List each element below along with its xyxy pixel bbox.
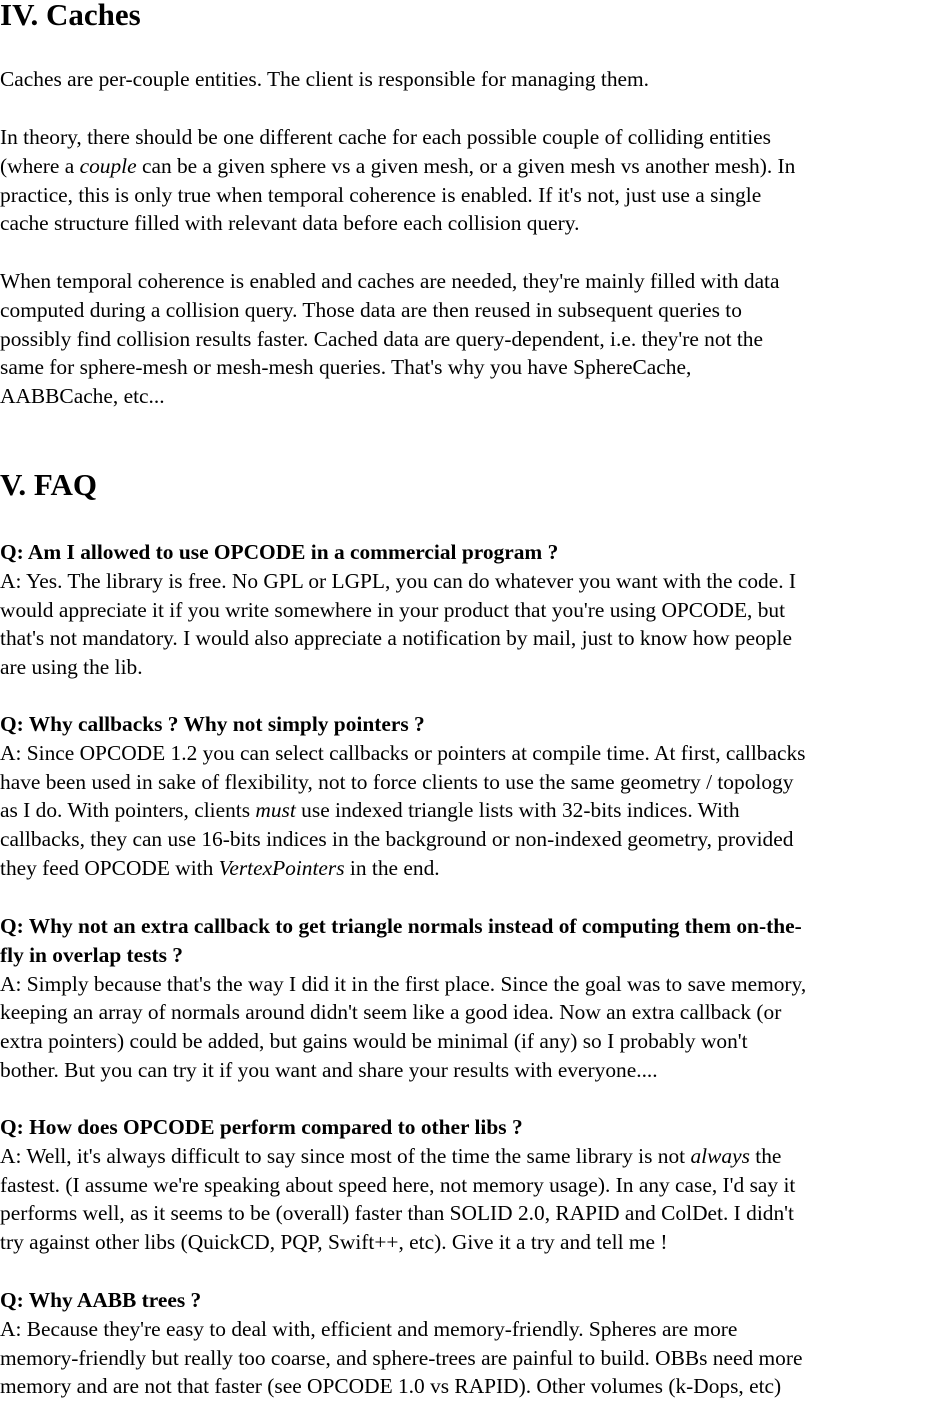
text-line: possibly find collision results faster. Cached data are query-dependent, i.e. they're not the	[0, 326, 763, 351]
text-span: the	[749, 1143, 782, 1168]
text-line: A: Simply because that's the way I did it in the first place. Since the goal was to save memory,	[0, 971, 807, 996]
emphasis-always: always	[690, 1143, 750, 1168]
emphasis-must: must	[255, 798, 296, 823]
text-line: extra pointers) could be added, but gains would be minimal (if any) so I probably won't	[0, 1029, 748, 1054]
text-span: they feed OPCODE with	[0, 855, 219, 880]
text-span: in the end.	[344, 855, 440, 880]
text-line: try against other libs (QuickCD, PQP, Swift++, etc). Give it a try and tell me !	[0, 1230, 668, 1255]
text-line: bother. But you can try it if you want and share your results with everyone....	[0, 1057, 658, 1082]
text-line: have been used in sake of flexibility, not to force clients to use the same geometry / topology	[0, 769, 794, 794]
text-line: memory and are not that faster (see OPCODE 1.0 vs RAPID). Other volumes (k-Dops, etc)	[0, 1374, 782, 1399]
faq-question: Q: Why AABB trees ?	[0, 1288, 202, 1312]
section-heading-faq: V. FAQ	[0, 467, 98, 502]
emphasis-couple: couple	[79, 153, 137, 178]
faq-question: Q: How does OPCODE perform compared to other libs ?	[0, 1115, 523, 1139]
caches-paragraph-3	[0, 267, 940, 411]
faq-item-performance	[0, 1113, 940, 1257]
text-line: When temporal coherence is enabled and caches are needed, they're mainly filled with data	[0, 269, 780, 293]
caches-paragraph-2	[0, 123, 940, 238]
faq-question: Q: Am I allowed to use OPCODE in a commercial program ?	[0, 540, 559, 564]
emphasis-vertexpointers: VertexPointers	[218, 855, 345, 880]
section-heading-caches: IV. Caches	[0, 0, 141, 32]
text-line: Caches are per-couple entities. The client is responsible for managing them.	[0, 67, 649, 91]
text-line: that's not mandatory. I would also appreciate a notification by mail, just to know how people	[0, 626, 792, 651]
text-span: A: Well, it's always difficult to say since most of the time the same library is not	[0, 1143, 691, 1168]
text-line: performs well, as it seems to be (overall) faster than SOLID 2.0, RAPID and ColDet. I didn't	[0, 1201, 794, 1226]
text-line: memory-friendly but really too coarse, and sphere-trees are painful to build. OBBs need more	[0, 1345, 803, 1370]
text-span: can be a given sphere vs a given mesh, or a given mesh vs another mesh). In	[136, 153, 796, 178]
text-span: as I do. With pointers, clients	[0, 798, 256, 823]
faq-question: fly in overlap tests ?	[0, 942, 183, 967]
text-line: A: Because they're easy to deal with, efficient and memory-friendly. Spheres are more	[0, 1316, 738, 1341]
text-line: fastest. (I assume we're speaking about speed here, not memory usage). In any case, I'd say it	[0, 1172, 796, 1197]
text-line: practice, this is only true when temporal coherence is enabled. If it's not, just use a single	[0, 182, 762, 207]
text-line: keeping an array of normals around didn't seem like a good idea. Now an extra callback (or	[0, 1000, 782, 1025]
faq-item-normals	[0, 912, 940, 1085]
faq-question: Q: Why callbacks ? Why not simply pointers ?	[0, 712, 425, 736]
faq-item-aabb-trees	[0, 1286, 940, 1401]
text-line	[0, 796, 940, 825]
faq-item-commercial	[0, 538, 940, 682]
faq-question: Q: Why not an extra callback to get triangle normals instead of computing them on-the-	[0, 914, 802, 938]
text-line: A: Yes. The library is free. No GPL or LGPL, you can do whatever you want with the code. I	[0, 568, 797, 593]
text-line: computed during a collision query. Those data are then reused in subsequent queries to	[0, 297, 742, 322]
text-line: In theory, there should be one different cache for each possible couple of colliding entities	[0, 125, 771, 149]
text-line: are using the lib.	[0, 655, 143, 680]
text-line: callbacks, they can use 16-bits indices in the background or non-indexed geometry, provided	[0, 827, 794, 852]
caches-paragraph-1	[0, 65, 940, 94]
faq-item-callbacks	[0, 710, 940, 883]
text-line: same for sphere-mesh or mesh-mesh queries. That's why you have SphereCache,	[0, 355, 692, 380]
text-line: A: Since OPCODE 1.2 you can select callbacks or pointers at compile time. At first, callbacks	[0, 740, 806, 765]
text-line	[0, 152, 940, 181]
text-line	[0, 1142, 940, 1171]
text-line: AABBCache, etc...	[0, 384, 165, 409]
text-line	[0, 854, 940, 883]
text-line: cache structure filled with relevant data before each collision query.	[0, 211, 580, 236]
text-line: would appreciate it if you write somewhere in your product that you're using OPCODE, but	[0, 597, 786, 622]
text-span: use indexed triangle lists with 32-bits indices. With	[295, 798, 740, 823]
text-span: (where a	[0, 153, 80, 178]
